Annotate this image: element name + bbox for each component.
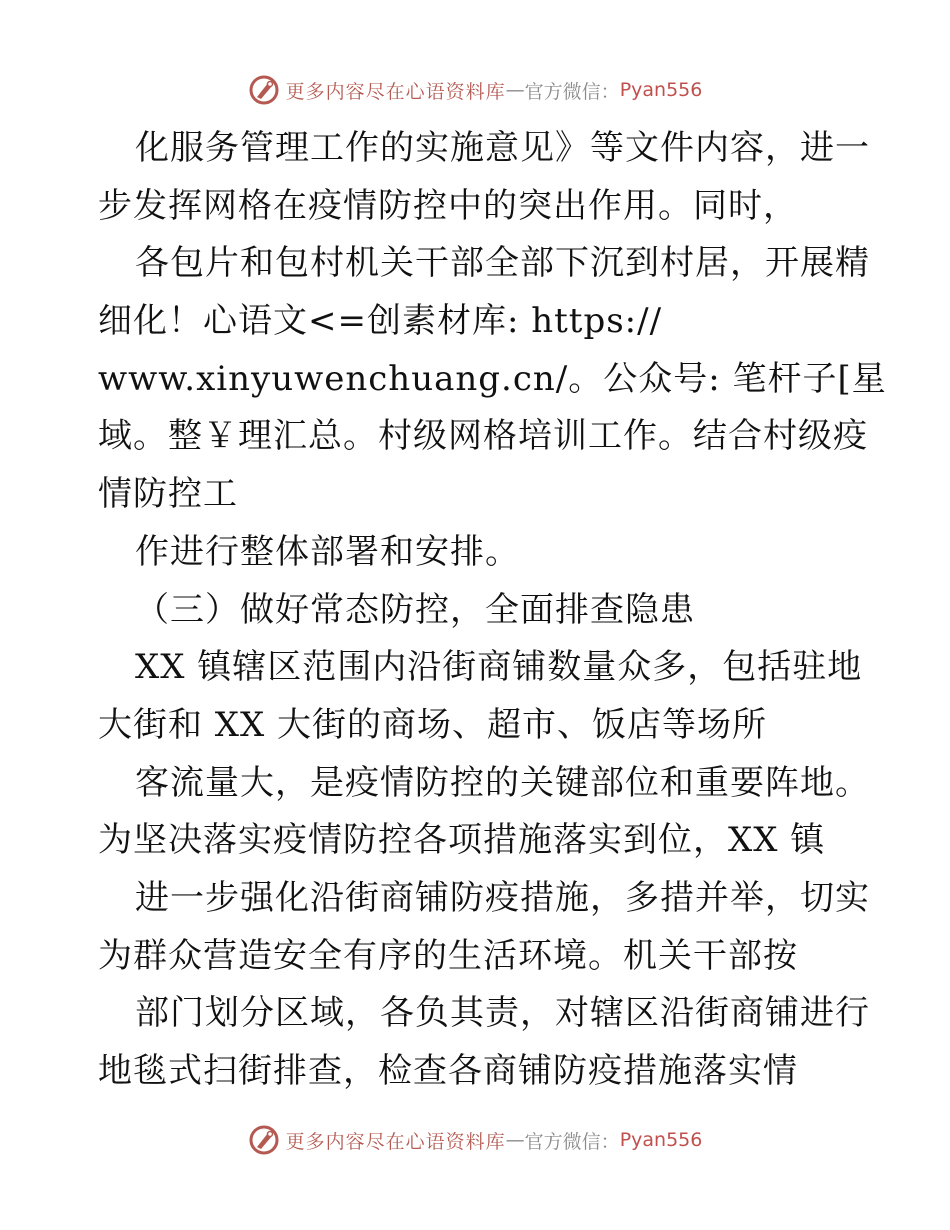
watermark-separator: — (505, 1129, 525, 1151)
watermark-slogan: 更多内容尽在心语资料库 (285, 80, 506, 103)
watermark-contact-id: Pyan556 (619, 1129, 703, 1151)
text-line: 地毯式扫街排查，检查各商铺防疫措施落实情 (98, 1051, 798, 1091)
watermark-contact-id: Pyan556 (619, 79, 703, 101)
watermark-slogan: 更多内容尽在心语资料库 (285, 1130, 506, 1153)
text-line: 各包片和包村机关干部全部下沉到村居，开展精 (135, 243, 870, 284)
document-body (98, 120, 887, 1101)
text-line: 步发挥网格在疫情防控中的突出作用。同时， (98, 185, 798, 226)
header-watermark (0, 70, 950, 110)
text-line: XX 镇辖区范围内沿街商铺数量众多，包括驻地 (135, 647, 863, 688)
text-line: 客流量大，是疫情防控的关键部位和重要阵地。 (135, 762, 870, 803)
watermark-separator: — (505, 79, 525, 101)
text-line: 为坚决落实疫情防控各项措施落实到位，XX 镇 (98, 820, 826, 861)
text-line: 域。整￥理汇总。村级网格培训工作。结合村级疫 (98, 416, 868, 457)
quill-seal-icon (248, 74, 280, 106)
text-line: 为群众营造安全有序的生活环境。机关干部按 (98, 935, 798, 976)
text-line: 进一步强化沿街商铺防疫措施，多措并举，切实 (135, 877, 870, 918)
text-line: 部门划分区域，各负其责，对辖区沿街商铺进行 (135, 993, 870, 1034)
watermark-contact-label: 官方微信： (524, 80, 620, 103)
text-line: 情防控工 (98, 474, 238, 515)
text-line: www.xinyuwenchuang.cn/。公众号: 笔杆子[星 (98, 358, 887, 399)
text-line: 作进行整体部署和安排。 (135, 531, 520, 572)
watermark-contact-label: 官方微信： (524, 1130, 620, 1153)
text-line: （三）做好常态防控，全面排查隐患 (135, 589, 695, 630)
footer-watermark (0, 1120, 950, 1160)
quill-seal-icon (248, 1124, 280, 1156)
text-line: 化服务管理工作的实施意见》等文件内容，进一 (135, 128, 870, 168)
text-line: 细化！心语文<=创素材库: https:// (98, 301, 663, 342)
text-line: 大街和 XX 大街的商场、超市、饭店等场所 (98, 704, 768, 745)
